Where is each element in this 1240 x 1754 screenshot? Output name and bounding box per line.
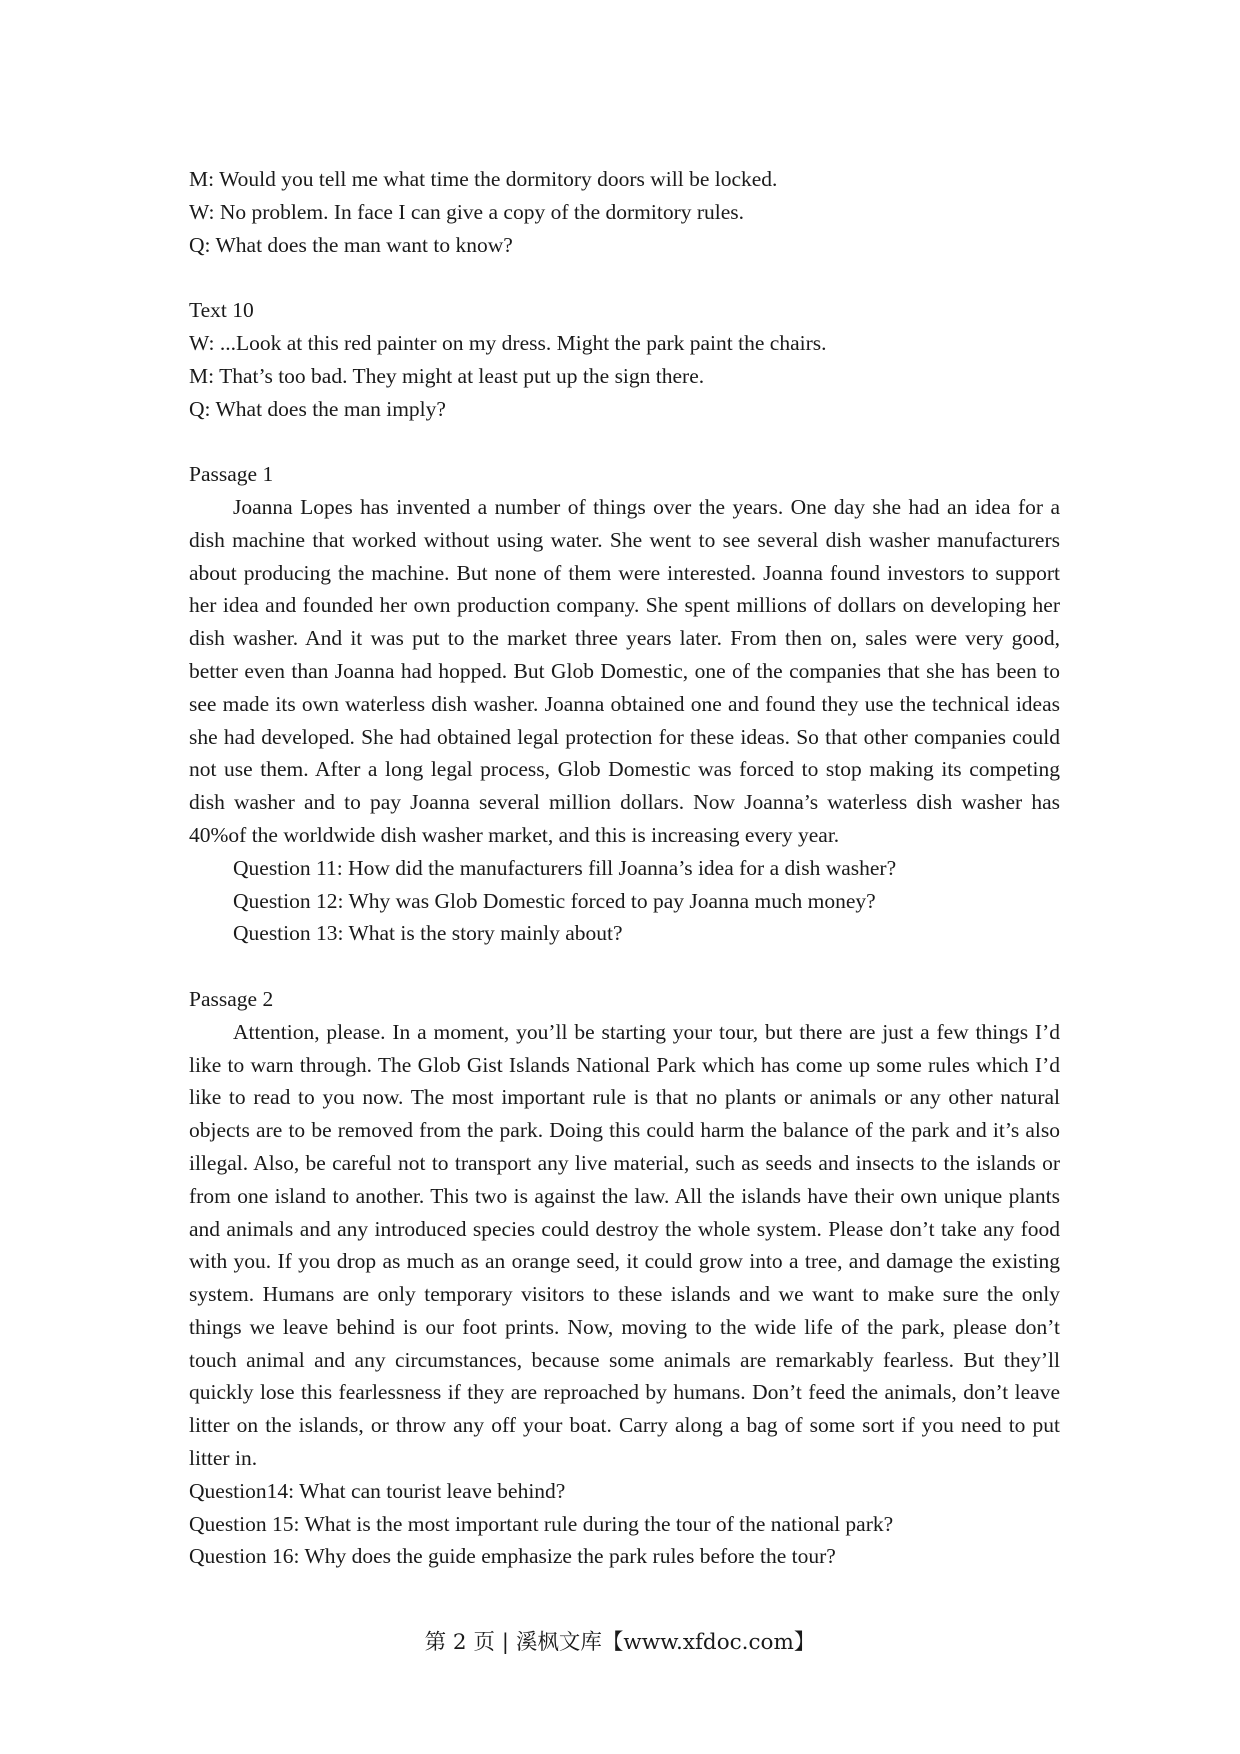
passage-1-question: Question 13: What is the story mainly about? bbox=[233, 921, 623, 946]
section-spacer bbox=[189, 950, 1060, 983]
passage-2-question: Question 15: What is the most important rule during the tour of the national park? bbox=[189, 1511, 894, 1536]
page-footer: 第 2 页 | 溪枫文库【www.xfdoc.com】 bbox=[424, 1630, 816, 1655]
section-heading-passage-1: Passage 1 bbox=[189, 462, 274, 487]
dialogue-question: Q: What does the man want to know? bbox=[189, 232, 513, 257]
document-page bbox=[189, 163, 1060, 1573]
section-spacer bbox=[189, 425, 1060, 458]
passage-1-question: Question 11: How did the manufacturers fill Joanna’s idea for a dish washer? bbox=[233, 855, 897, 880]
passage-1-body: Joanna Lopes has invented a number of things over the years. One day she had an idea for a dish machine that worked without using water. She went to see several dish washer manufacturers about producing the machine. But none of them were interested. Joanna found investors to support her idea and founded her own production company. She spent millions of dollars on developing her dish washer. And it was put to the market three years later. From then on, sales were very good, better even than Joanna had hopped. But Glob Domestic, one of the companies that she has been to see made its own waterless dish washer. Joanna obtained one and found they use the technical ideas she had developed. She had obtained legal protection for these ideas. So that other companies could not use them. After a long legal process, Glob Domestic was forced to stop making its competing dish washer and to pay Joanna several million dollars. Now Joanna’s waterless dish washer has 40%of the worldwide dish washer market, and this is increasing every year. bbox=[189, 494, 1060, 847]
passage-2-body: Attention, please. In a moment, you’ll be starting your tour, but there are just a few things I’d like to warn through. The Glob Gist Islands National Park which has come up some rules which I’d like to read to you now. The most important rule is that no plants or animals or any other natural objects are to be removed from the park. Doing this could harm the balance of the park and it’s also illegal. Also, be careful not to transport any live material, such as seeds and insects to the islands or from one island to another. This two is against the law. All the islands have their own unique plants and animals and any introduced species could destroy the whole system. Please don’t take any food with you. If you drop as much as an orange seed, it could grow into a tree, and damage the existing system. Humans are only temporary visitors to these islands and we want to make sure the only things we leave behind is our foot prints. Now, moving to the wide life of the park, please don’t touch animal and any circumstances, because some animals are remarkably fearless. But they’ll quickly lose this fearlessness if they are reproached by humans. Don’t feed the animals, don’t leave litter on the islands, or throw any off your boat. Carry along a bag of some sort if you need to put litter in. bbox=[189, 1019, 1060, 1471]
dialogue-line: M: Would you tell me what time the dormitory doors will be locked. bbox=[189, 167, 778, 191]
dialogue-line: M: That’s too bad. They might at least put up the sign there. bbox=[189, 363, 705, 388]
section-spacer bbox=[189, 261, 1060, 294]
dialogue-line: W: ...Look at this red painter on my dress. Might the park paint the chairs. bbox=[189, 330, 827, 355]
dialogue-line: W: No problem. In face I can give a copy of the dormitory rules. bbox=[189, 199, 745, 224]
section-heading-text-10: Text 10 bbox=[189, 298, 254, 323]
dialogue-question: Q: What does the man imply? bbox=[189, 396, 446, 421]
passage-2-question: Question14: What can tourist leave behind? bbox=[189, 1478, 566, 1503]
passage-1-question: Question 12: Why was Glob Domestic forced to pay Joanna much money? bbox=[233, 888, 876, 913]
section-heading-passage-2: Passage 2 bbox=[189, 986, 274, 1011]
passage-2-question: Question 16: Why does the guide emphasize the park rules before the tour? bbox=[189, 1544, 836, 1569]
